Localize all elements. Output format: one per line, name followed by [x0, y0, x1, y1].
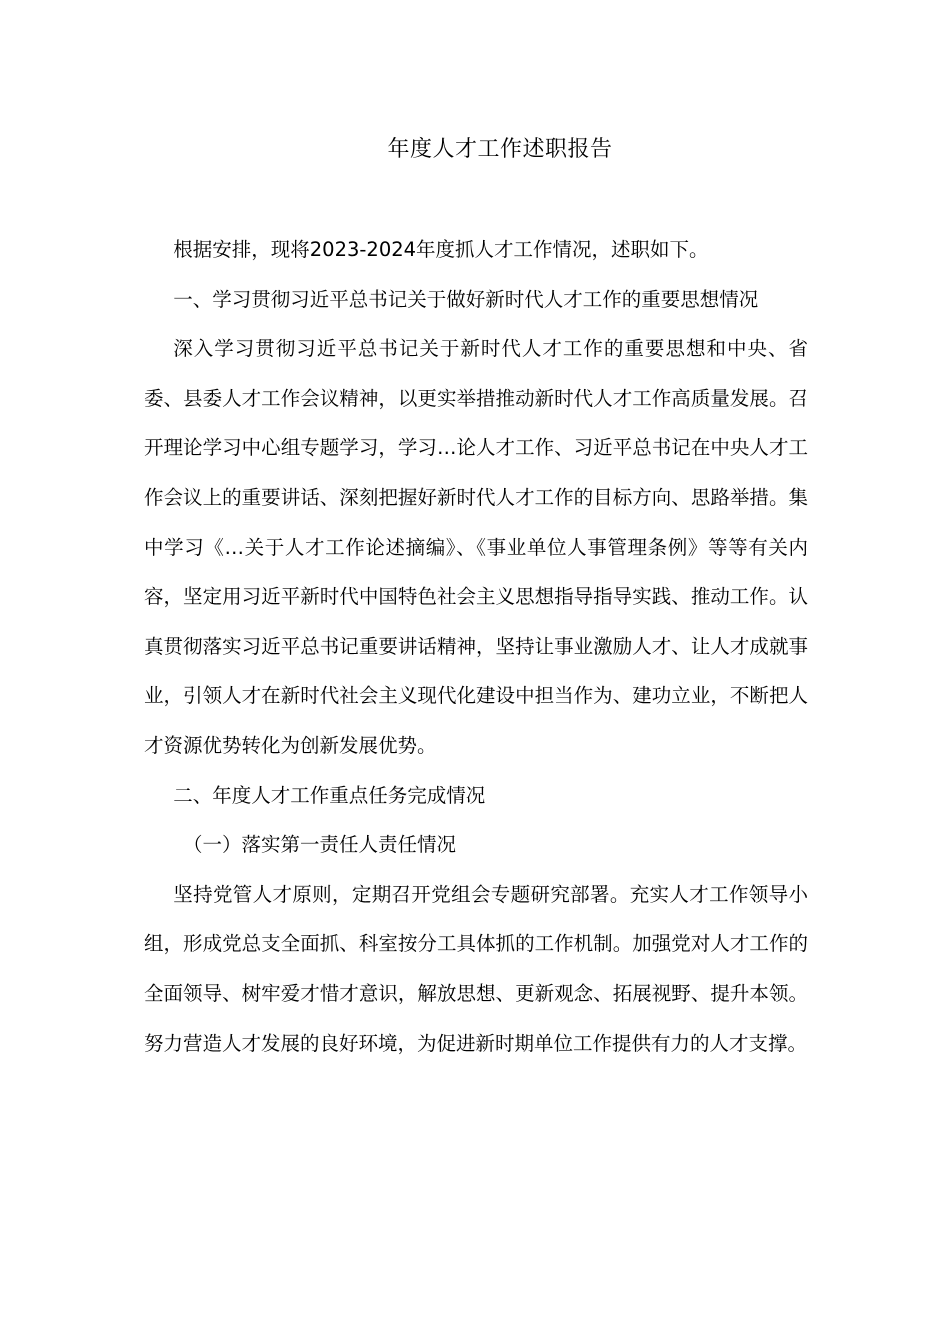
document-body — [144, 225, 808, 1068]
heading-section-2: 二、年度人才工作重点任务完成情况 — [173, 783, 486, 807]
paragraph-section-1: 深入学习贯彻习近平总书记关于新时代人才工作的重要思想和中央、省委、县委人才工作会议精神，以更实举措推动新时代人才工作高质量发展。召开理论学习中心组专题学习，学习…论人才工作、习近平总书记在中央人才工作会议上的重要讲话、深刻把握好新时代人才工作的目标方向、思路举措。集中学习《…关于人才工作论述摘编》、《事业单位人事管理条例》等等有关内容，坚定用习近平新时代中国特色社会主义思想指导指导实践、推动工作。认真贯彻落实习近平总书记重要讲话精神，坚持让事业激励人才、让人才成就事业，引领人才在新时代社会主义现代化建设中担当作为、建功立业，不断把人才资源优势转化为创新发展优势。 — [144, 337, 808, 757]
heading-section-1: 一、学习贯彻习近平总书记关于做好新时代人才工作的重要思想情况 — [173, 287, 759, 311]
paragraph-section-2-1: 坚持党管人才原则，定期召开党组会专题研究部署。充实人才工作领导小组，形成党总支全面抓、科室按分工具体抓的工作机制。加强党对人才工作的全面领导、树牢爱才惜才意识，解放思想、更新观念、拓展视野、提升本领。努力营造人才发展的良好环境，为促进新时期单位工作提供有力的人才支撑。 — [144, 882, 808, 1055]
paragraph-intro: 根据安排，现将2023-2024年度抓人才工作情况，述职如下。 — [173, 238, 709, 261]
subheading-section-2-1: （一）落实第一责任人责任情况 — [183, 833, 457, 857]
document-title: 年度人才工作述职报告 — [387, 137, 613, 162]
